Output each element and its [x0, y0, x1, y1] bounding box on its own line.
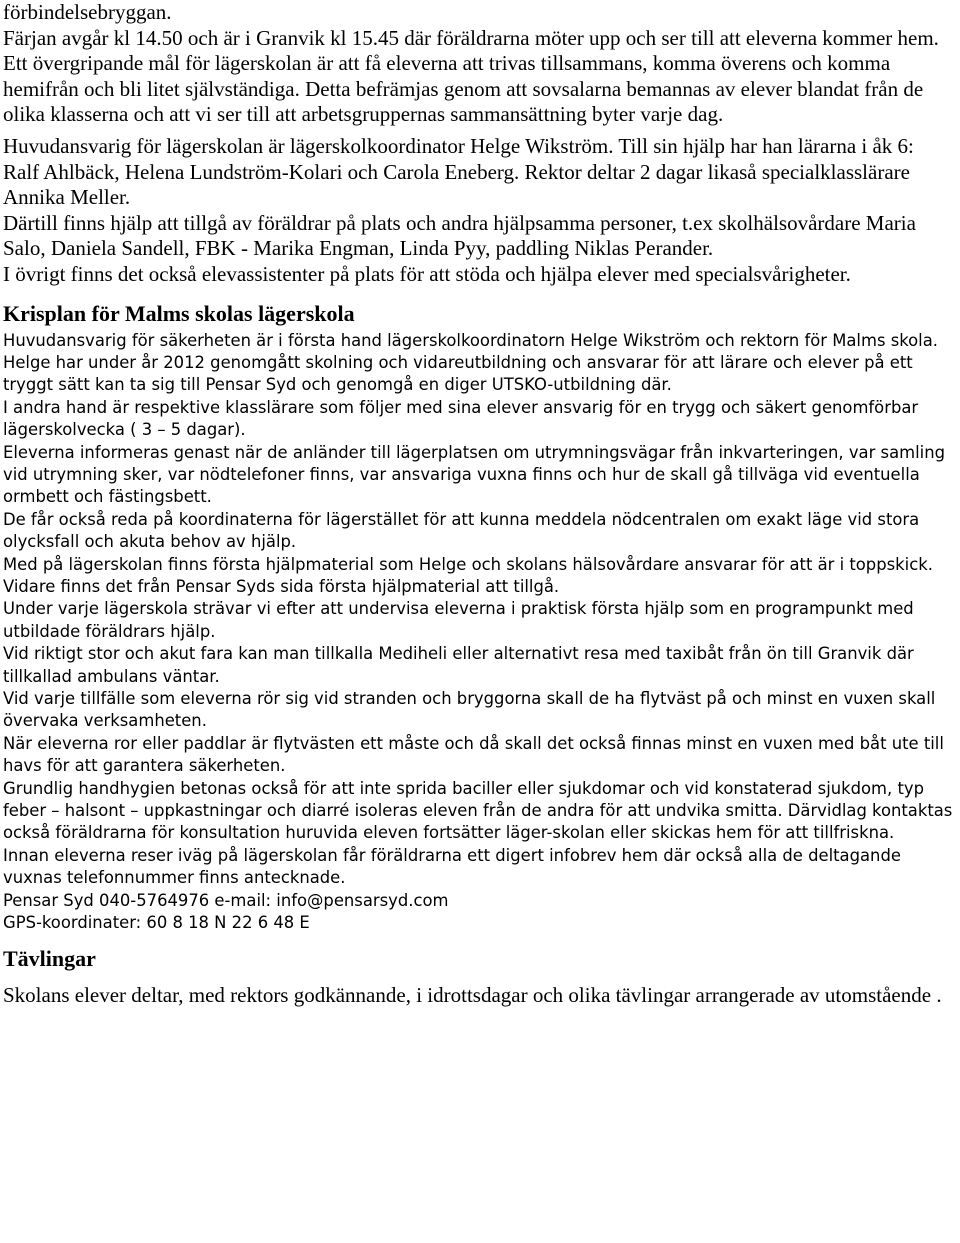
krisplan-item: Huvudansvarig för säkerheten är i första hand lägerskolkoordinatorn Helge Wikström och rektorn för Malms skola.: [3, 330, 938, 350]
krisplan-item: I andra hand är respektive klasslärare som följer med sina elever ansvarig för en trygg och säkert genomförbar lägerskolvecka ( 3 – 5 dagar).: [3, 397, 919, 440]
krisplan-heading: Krisplan för Malms skolas lägerskola: [3, 300, 355, 326]
tavlingar-section: [3, 983, 955, 1009]
paragraph-goal: Ett övergripande mål för lägerskolan är att få eleverna att trivas tillsammans, komma överens och komma hemifrån och bli litet självständiga. Detta befrämjas genom att sovsalarna bemannas av elever blandat från de olika klasserna och att vi ser till att arbetsgruppernas sammansättning byter varje dag.: [3, 51, 924, 127]
krisplan-section: [3, 330, 955, 935]
tavlingar-heading: Tävlingar: [3, 945, 96, 971]
paragraph-bridge: förbindelsebryggan.: [3, 0, 172, 24]
krisplan-item: Innan eleverna reser iväg på lägerskolan får föräldrarna ett digert infobrev hem där också alla de deltagande vuxnas telefonnummer finns antecknade.: [3, 845, 901, 888]
krisplan-item: När eleverna ror eller paddlar är flytvästen ett måste och då skall det också finnas minst en vuxen med båt ute till havs för att garantera säkerheten.: [3, 733, 944, 776]
krisplan-item: Eleverna informeras genast när de anländer till lägerplatsen om utrymningsvägar från inkvarteringen, var samling vid utrymning sker, var nödtelefoner finns, var ansvariga vuxna finns och hur de skall gå tillväga vid eventuella ormbett och fästingsbett.: [3, 442, 945, 507]
gps-line: GPS-koordinater: 60 8 18 N 22 6 48 E: [3, 913, 310, 933]
contact-line: Pensar Syd 040-5764976 e-mail: info@pensarsyd.com: [3, 890, 449, 910]
paragraph-ferry: Färjan avgår kl 14.50 och är i Granvik kl 15.45 där föräldrarna möter upp och ser till att eleverna kommer hem.: [3, 25, 939, 50]
intro-section: [3, 0, 955, 288]
krisplan-item: Helge har under år 2012 genomgått skolning och vidareutbildning och ansvarar för att lärare och elever på ett tryggt sätt kan ta sig till Pensar Syd och genomgå en diger UTSKO-utbildning där.: [3, 352, 913, 395]
paragraph-competitions: Skolans elever deltar, med rektors godkännande, i idrottsdagar och olika tävlingar arrangerade av utomstående .: [3, 982, 942, 1007]
krisplan-item: Under varje lägerskola strävar vi efter att undervisa eleverna i praktisk första hjälp som en programpunkt med utbildade föräldrars hjälp.: [3, 599, 914, 641]
paragraph-responsible: Huvudansvarig för lägerskolan är lägerskolkoordinator Helge Wikström. Till sin hjälp har han lärarna i åk 6: Ralf Ahlbäck, Helena Lundström-Kolari och Carola Eneberg. Rektor deltar 2 dagar likaså specialklasslärare Annika Meller.: [3, 133, 914, 210]
krisplan-item: Vid riktigt stor och akut fara kan man tillkalla Mediheli eller alternativt resa med taxibåt från ön till Granvik där tillkallad ambulans väntar.: [3, 644, 914, 686]
krisplan-item: Med på lägerskolan finns första hjälpmaterial som Helge och skolans hälsovårdare ansvarar för att är i toppskick. Vidare finns det från Pensar Syds sida första hjälpmaterial att tillgå.: [3, 554, 933, 596]
krisplan-item: Vid varje tillfälle som eleverna rör sig vid stranden och bryggorna skall de ha flytväst på och minst en vuxen skall övervaka verksamheten.: [3, 689, 936, 731]
paragraph-helpers: Därtill finns hjälp att tillgå av föräldrar på plats och andra hjälpsamma personer, t.ex skolhälsovårdare Maria Salo, Daniela Sandell, FBK - Marika Engman, Linda Pyy, paddling Niklas Perander.: [3, 210, 916, 261]
krisplan-item: De får också reda på koordinaterna för lägerstället för att kunna meddela nödcentralen om exakt läge vid stora olycksfall och akuta behov av hjälp.: [3, 509, 920, 552]
krisplan-item: Grundlig handhygien betonas också för att inte sprida baciller eller sjukdomar och vid konstaterad sjukdom, typ feber – halsont – uppkastningar och diarré isoleras eleven från de andra för att undvika smitta. Därvidlag kontaktas också föräldrarna för konsultation huruvida eleven fortsätter läger-skolan eller skickas hem för att tillfriskna.: [3, 778, 953, 843]
paragraph-assistants: I övrigt finns det också elevassistenter på plats för att stöda och hjälpa elever med specialsvårigheter.: [3, 261, 851, 286]
document-page: [3, 0, 955, 1008]
